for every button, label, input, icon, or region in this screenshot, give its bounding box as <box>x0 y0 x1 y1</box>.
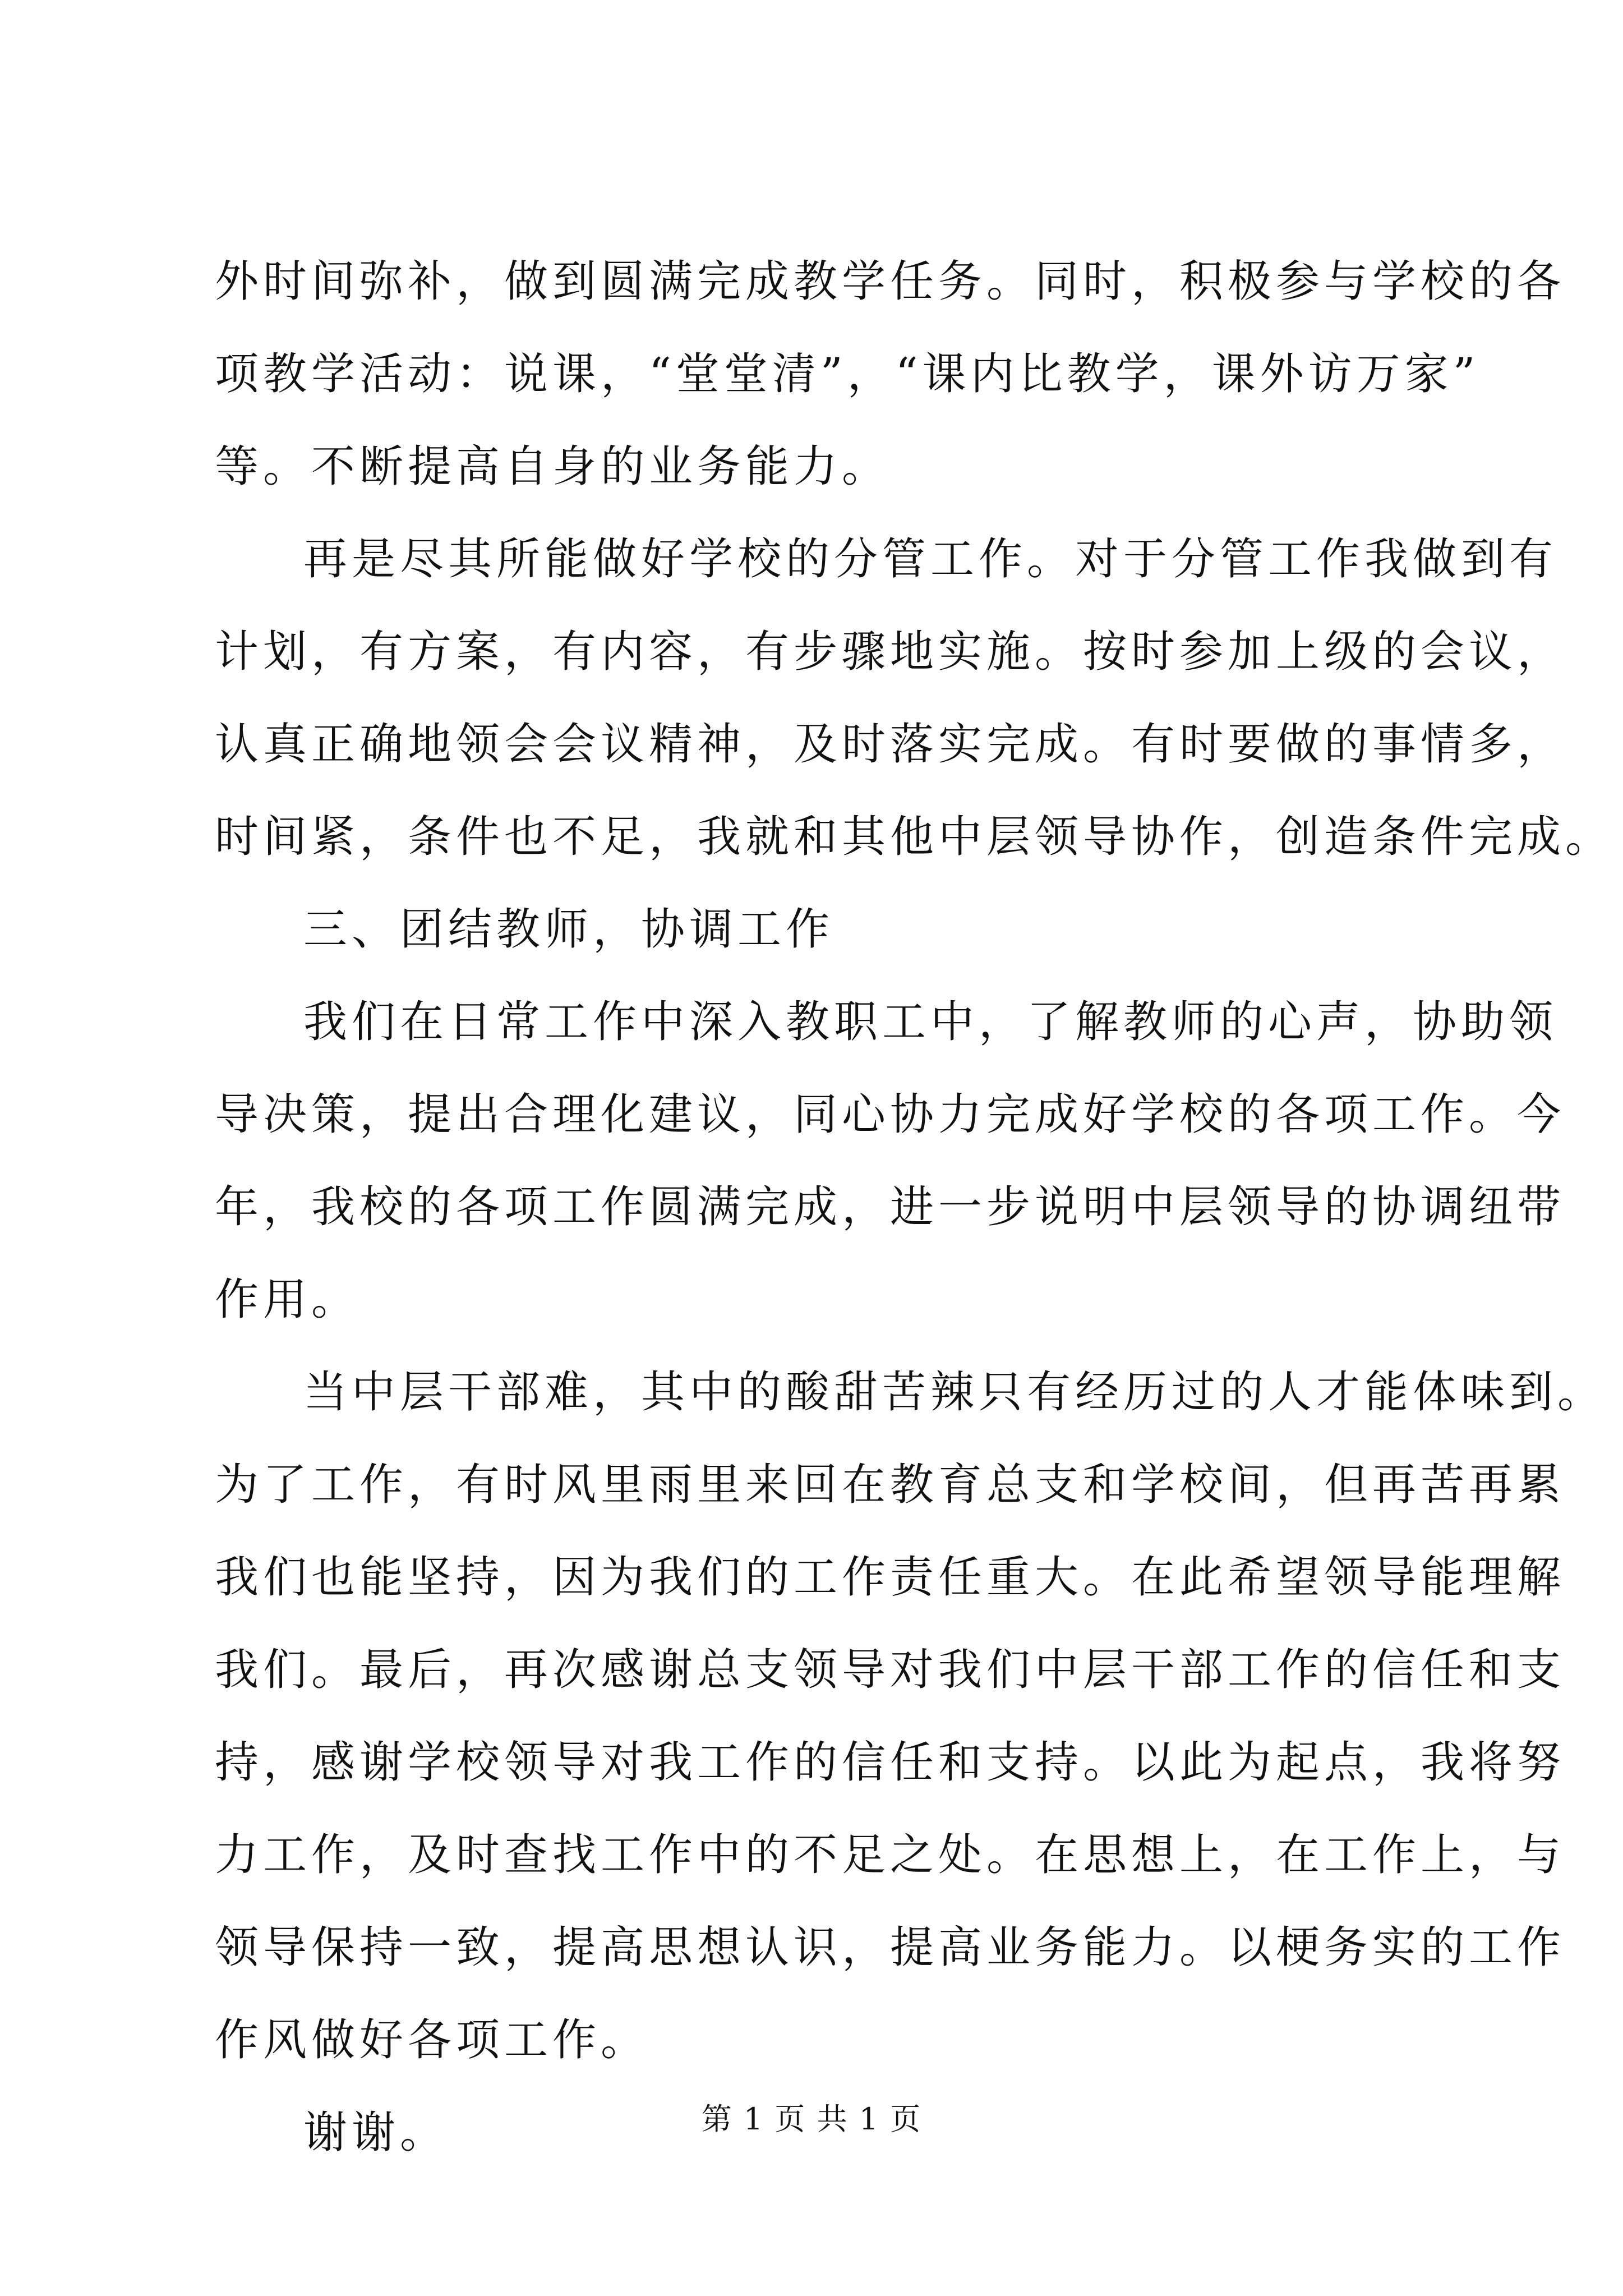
text-line: 持，感谢学校领导对我工作的信任和支持。以此为起点，我将努 <box>215 1737 1566 1788</box>
text-line: 年，我校的各项工作圆满完成，进一步说明中层领导的协调纽带 <box>215 1182 1566 1232</box>
text-line: 为了工作，有时风里雨里来回在教育总支和学校间，但再苦再累 <box>215 1460 1566 1510</box>
text-line: 时间紧，条件也不足，我就和其他中层领导协作，创造条件完成。 <box>215 812 1614 862</box>
document-body <box>215 236 1614 2179</box>
text-line: 我们在日常工作中深入教职工中，了解教师的心声，协助领 <box>303 997 1558 1047</box>
text-line: 计划，有方案，有内容，有步骤地实施。按时参加上级的会议， <box>215 627 1566 677</box>
text-line: 作用。 <box>215 1274 360 1325</box>
text-line: 等。不断提高自身的业务能力。 <box>215 441 891 492</box>
text-line: 外时间弥补，做到圆满完成教学任务。同时，积极参与学校的各 <box>215 256 1566 307</box>
text-line: 作风做好各项工作。 <box>215 2015 649 2065</box>
text-line: 领导保持一致，提高思想认识，提高业务能力。以梗务实的工作 <box>215 1922 1566 1973</box>
text-line: 再是尽其所能做好学校的分管工作。对于分管工作我做到有 <box>303 534 1558 585</box>
text-line: 项教学活动：说课，“堂堂清”，“课内比教学，课外访万家” <box>215 349 1480 399</box>
text-line: 力工作，及时查找工作中的不足之处。在思想上，在工作上，与 <box>215 1830 1566 1880</box>
page-number-footer: 第 1 页 共 1 页 <box>701 2101 922 2137</box>
text-line: 导决策，提出合理化建议，同心协力完成好学校的各项工作。今 <box>215 1089 1566 1140</box>
section-heading: 三、团结教师，协调工作 <box>303 904 834 955</box>
closing-line: 谢谢。 <box>303 2108 449 2158</box>
text-line: 我们也能坚持，因为我们的工作责任重大。在此希望领导能理解 <box>215 1552 1566 1603</box>
text-line: 我们。最后，再次感谢总支领导对我们中层干部工作的信任和支 <box>215 1645 1566 1695</box>
text-line: 认真正确地领会会议精神，及时落实完成。有时要做的事情多， <box>215 719 1566 770</box>
text-line: 当中层干部难，其中的酸甜苦辣只有经历过的人才能体味到。 <box>303 1367 1606 1418</box>
